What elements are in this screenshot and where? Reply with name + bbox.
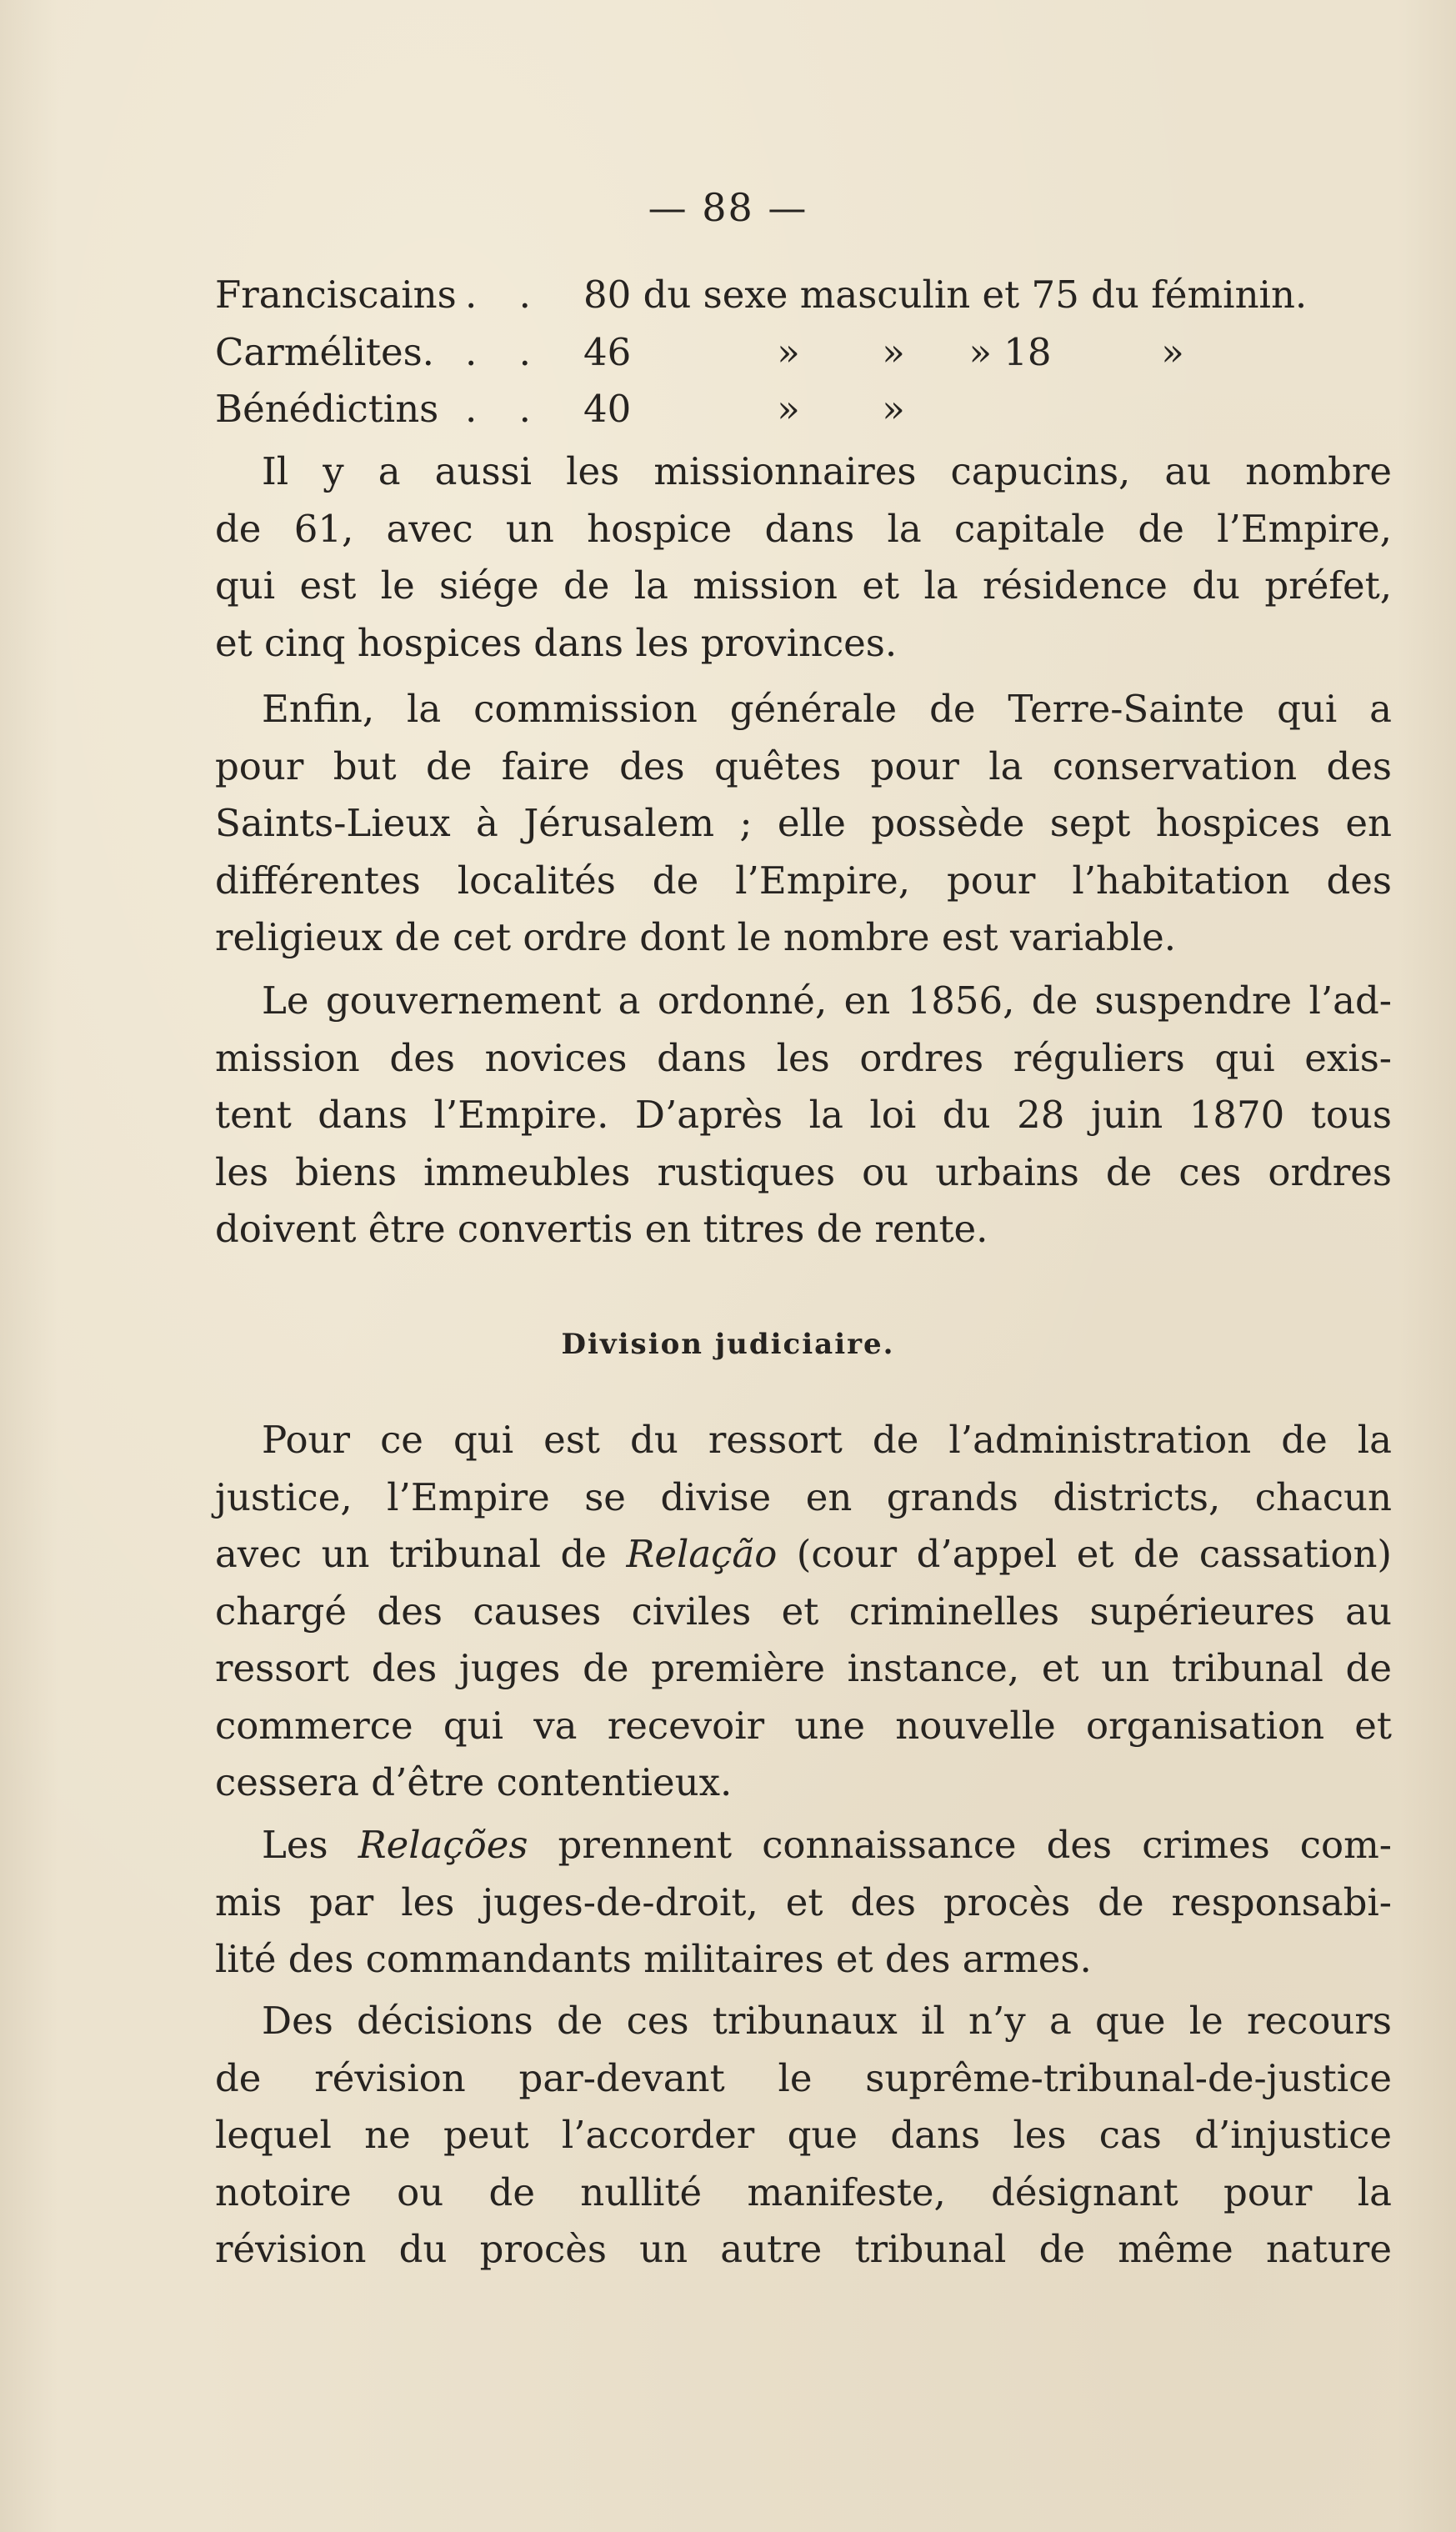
text-line: différentes localités de l’Empire, pour l’habitation des — [215, 858, 1392, 903]
text-segment: (cour d’appel et de cassation) — [777, 1532, 1392, 1576]
text-segment: Les — [262, 1823, 358, 1867]
text-segment: prennent connaissance des crimes com- — [528, 1823, 1392, 1867]
text-line: cessera d’être contentieux. — [215, 1760, 733, 1804]
page-number: — 88 — — [648, 185, 808, 230]
paragraph-ressort — [215, 1412, 1392, 1812]
order-count: 80 du sexe masculin et 75 du féminin. — [583, 273, 1308, 317]
paragraph-capucins — [215, 443, 1392, 672]
ditto-mark: » — [777, 329, 800, 374]
text-line: ressort des juges de première instance, et un tribunal de — [215, 1646, 1392, 1690]
leader-dots: . . — [465, 387, 546, 431]
text-line: Enfin, la commission générale de Terre-Sainte qui a — [262, 687, 1392, 731]
section-heading: Division judiciaire. — [561, 1328, 895, 1361]
text-line: Pour ce qui est du ressort de l’administration de la — [262, 1418, 1392, 1462]
ditto-mark: » — [882, 329, 905, 374]
italic-term: Relação — [626, 1532, 778, 1576]
text-line: notoire ou de nullité manifeste, désignant pour la — [215, 2169, 1392, 2214]
paragraph-relacoes — [215, 1817, 1392, 1989]
paragraph-gouvernement — [215, 973, 1392, 1258]
order-count — [583, 381, 1392, 438]
text-line: Des décisions de ces tribunaux il n’y a que le recours — [262, 1999, 1392, 2043]
text-line: tent dans l’Empire. D’après la loi du 28 juin 1870 tous — [215, 1093, 1392, 1137]
table-row — [215, 324, 1392, 382]
ditto-mark: » — [777, 387, 800, 431]
text-line: lequel ne peut l’accorder que dans les cas d’injustice — [215, 2113, 1392, 2157]
table-row — [215, 267, 1392, 324]
text-line: les biens immeubles rustiques ou urbains de ces ordres — [215, 1149, 1392, 1194]
text-line: qui est le siége de la mission et la résidence du préfet, — [215, 563, 1392, 608]
text-line: religieux de cet ordre dont le nombre est variable. — [215, 915, 1177, 959]
text-line: chargé des causes civiles et criminelles supérieures au — [215, 1589, 1392, 1634]
text-line — [215, 1817, 1392, 1874]
text-line — [215, 1526, 1392, 1584]
ditto-mark: » — [1161, 329, 1184, 374]
order-name: Franciscains — [215, 273, 457, 317]
paragraph-decisions — [215, 1993, 1392, 2279]
text-line: commerce qui va recevoir une nouvelle organisation et — [215, 1703, 1392, 1748]
text-line: révision du procès un autre tribunal de même nature — [215, 2227, 1392, 2271]
text-line: et cinq hospices dans les provinces. — [215, 620, 898, 665]
order-count — [583, 324, 1392, 382]
text-segment: avec un tribunal de — [215, 1532, 627, 1576]
paragraph-commission — [215, 681, 1392, 967]
count-value: 46 — [583, 329, 632, 374]
text-line: mis par les juges-de-droit, et des procès de responsabi- — [215, 1879, 1392, 1924]
text-line: de 61, avec un hospice dans la capitale de l’Empire, — [215, 506, 1392, 551]
text-line: Il y a aussi les missionnaires capucins, au nombre — [262, 449, 1392, 493]
religious-orders-table — [215, 267, 1392, 438]
text-line: de révision par-devant le suprême-tribunal-de-justice — [215, 2055, 1392, 2100]
count-value: » 18 — [968, 329, 1052, 374]
count-value: 40 — [583, 387, 632, 431]
table-row — [215, 381, 1392, 438]
ditto-mark: » — [882, 387, 905, 431]
text-line: lité des commandants militaires et des armes. — [215, 1937, 1092, 1981]
leader-dots: . . — [465, 329, 546, 374]
order-name: Bénédictins — [215, 387, 439, 431]
italic-term: Relações — [358, 1823, 528, 1867]
text-line: Le gouvernement a ordonné, en 1856, de suspendre l’ad- — [262, 978, 1392, 1023]
text-line: justice, l’Empire se divise en grands districts, chacun — [215, 1474, 1392, 1519]
text-line: doivent être convertis en titres de rente. — [215, 1207, 988, 1251]
text-line: pour but de faire des quêtes pour la conservation des — [215, 743, 1392, 788]
order-name: Carmélites. — [215, 329, 434, 374]
text-line: mission des novices dans les ordres réguliers qui exis- — [215, 1035, 1392, 1080]
text-line: Saints-Lieux à Jérusalem ; elle possède sept hospices en — [215, 801, 1392, 845]
leader-dots: . . — [465, 273, 546, 317]
